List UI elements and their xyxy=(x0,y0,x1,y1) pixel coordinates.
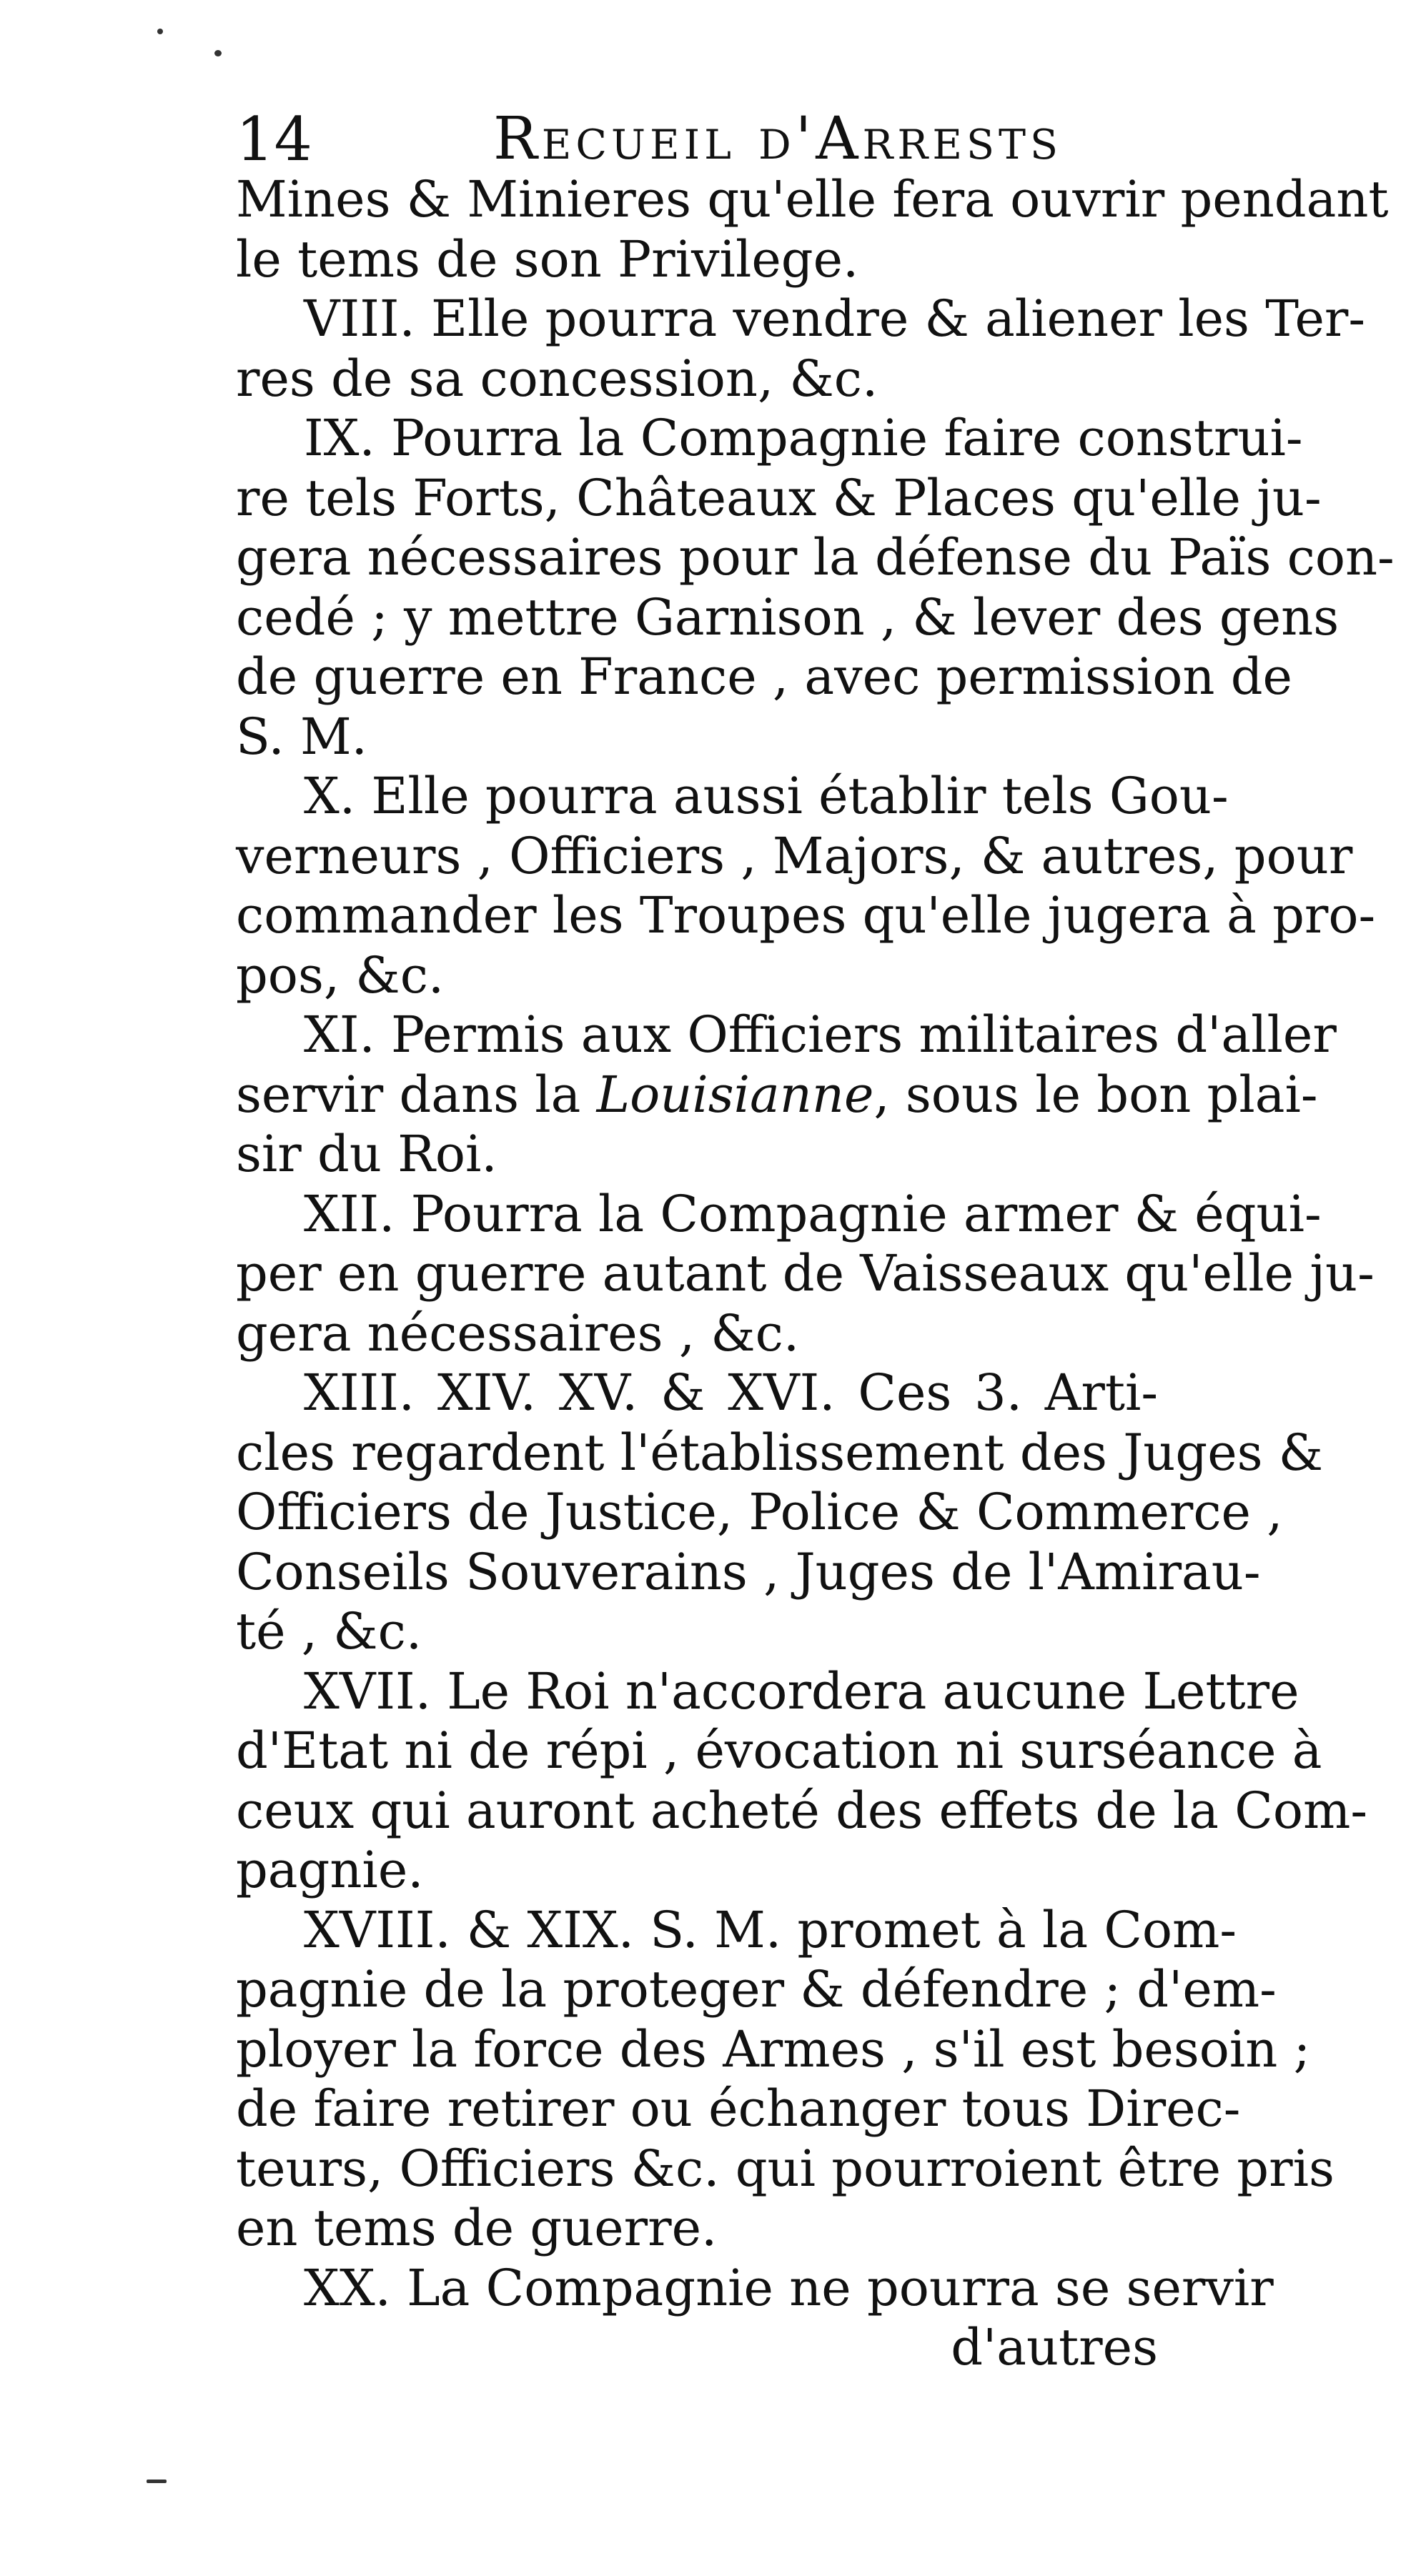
text-line: gera nécessaires , &c. xyxy=(236,1303,800,1363)
place-name-italic: Louisianne xyxy=(596,1065,874,1124)
text-line: de guerre en France , avec permission de xyxy=(236,647,1292,706)
text-line: té , &c. xyxy=(236,1602,422,1661)
text-line: d'Etat ni de répi , évocation ni surséance à xyxy=(236,1721,1322,1780)
ink-speck xyxy=(214,50,222,56)
article-line: IX. Pourra la Compagnie faire construi- xyxy=(304,409,1303,467)
text-line: re tels Forts, Châteaux & Places qu'elle ju- xyxy=(236,468,1322,527)
article-line: XII. Pourra la Compagnie armer & équi- xyxy=(304,1184,1322,1243)
text-line: res de sa concession, &c. xyxy=(236,349,878,408)
body-text xyxy=(236,170,1395,2378)
article-line: XVII. Le Roi n'accordera aucune Lettre xyxy=(304,1661,1299,1721)
text-line: ployer la force des Armes , s'il est besoin ; xyxy=(236,2019,1311,2079)
text-line: de faire retirer ou échanger tous Direc- xyxy=(236,2079,1241,2138)
text-line: pagnie. xyxy=(236,1841,424,1899)
article-line: XIII. XIV. XV. & XVI. Ces 3. Arti- xyxy=(304,1363,1158,1422)
text-line: en tems de guerre. xyxy=(236,2199,718,2257)
text-line: teurs, Officiers &c. qui pourroient être pris xyxy=(236,2139,1335,2198)
text-line: le tems de son Privilege. xyxy=(236,229,859,289)
page-number: 14 xyxy=(236,104,312,174)
article-line: XX. La Compagnie ne pourra se servir xyxy=(304,2258,1274,2317)
text-line: gera nécessaires pour la défense du Païs con- xyxy=(236,528,1395,587)
text-line: ceux qui auront acheté des effets de la Com- xyxy=(236,1781,1367,1840)
ink-speck xyxy=(147,2480,167,2483)
article-line: VIII. Elle pourra vendre & aliener les Ter- xyxy=(304,289,1366,348)
running-title: Recueil d'Arrests xyxy=(493,105,1063,173)
page-header xyxy=(236,100,1158,179)
text-line: Officiers de Justice, Police & Commerce , xyxy=(236,1483,1283,1541)
text-line: per en guerre autant de Vaisseaux qu'elle ju- xyxy=(236,1244,1375,1303)
text-line: pagnie de la proteger & défendre ; d'em- xyxy=(236,1960,1277,2019)
article-line: X. Elle pourra aussi établir tels Gou- xyxy=(304,767,1229,825)
text-line xyxy=(236,1065,1318,1125)
text-line: Mines & Minieres qu'elle fera ouvrir pendant xyxy=(236,170,1389,229)
text-line: cles regardent l'établissement des Juges & xyxy=(236,1423,1324,1482)
text-line: commander les Troupes qu'elle jugera à pro- xyxy=(236,886,1376,945)
article-line: XVIII. & XIX. S. M. promet à la Com- xyxy=(304,1900,1237,1959)
article-line: XI. Permis aux Officiers militaires d'aller xyxy=(304,1005,1337,1064)
text-segment: , sous le bon plai- xyxy=(873,1065,1318,1124)
ink-speck xyxy=(157,29,163,34)
text-line: S. M. xyxy=(236,707,367,766)
catchword: d'autres xyxy=(951,2318,1158,2377)
text-line: verneurs , Officiers , Majors, & autres, pour xyxy=(236,826,1353,885)
text-line: Conseils Souverains , Juges de l'Amirau- xyxy=(236,1542,1261,1601)
text-line: sir du Roi. xyxy=(236,1125,497,1183)
text-segment: servir dans la xyxy=(236,1065,597,1124)
text-line: pos, &c. xyxy=(236,945,445,1005)
text-line: cedé ; y mettre Garnison , & lever des gens xyxy=(236,587,1340,647)
